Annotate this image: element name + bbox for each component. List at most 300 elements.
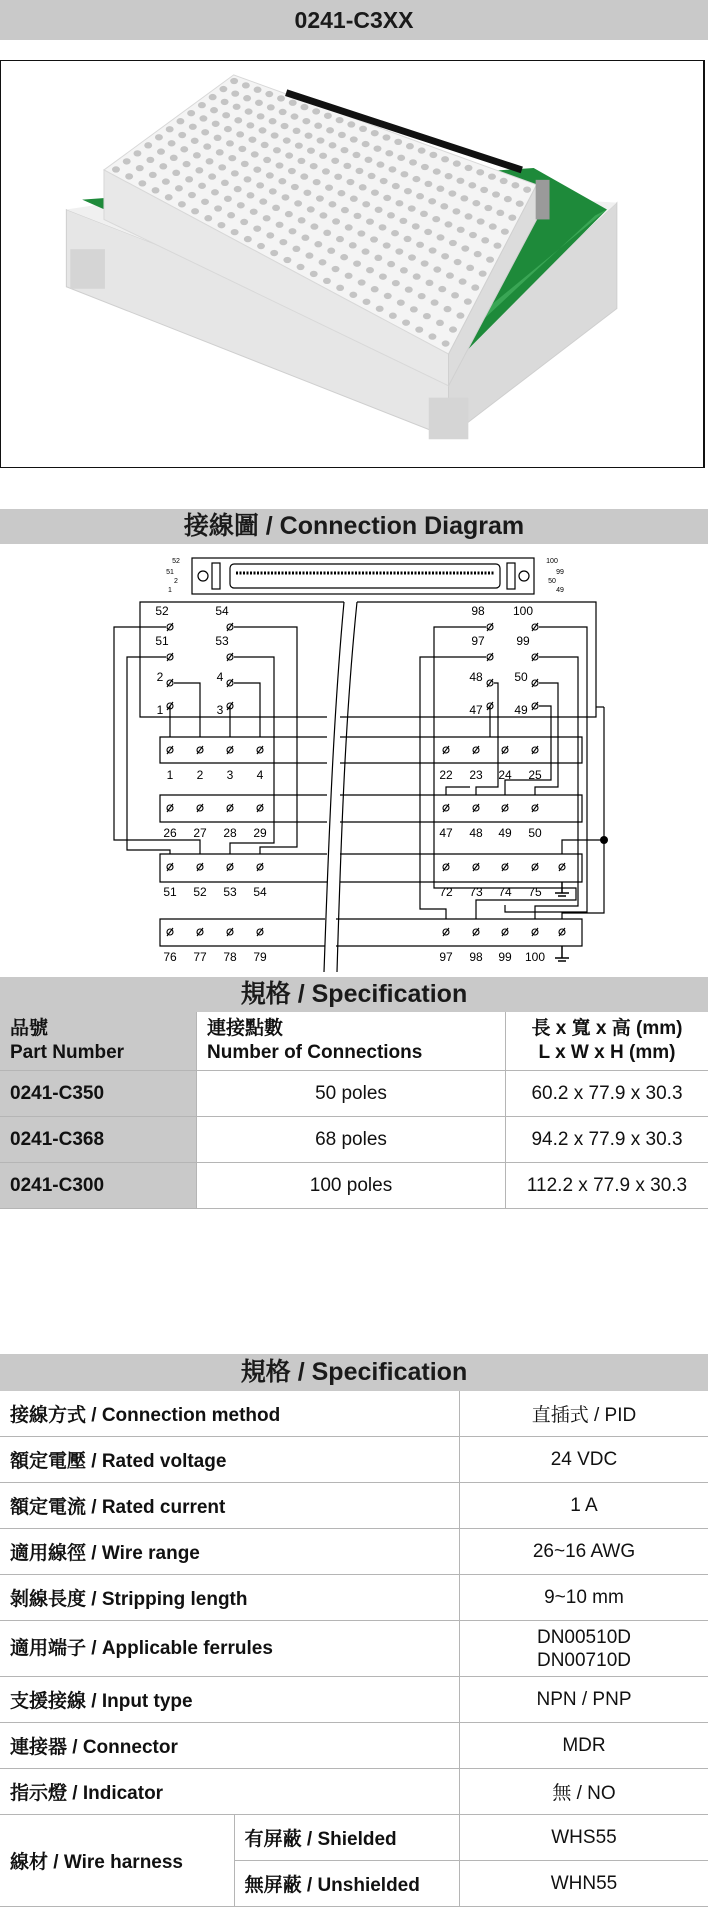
terminal-hole [228,155,236,161]
terminal-hole [436,320,444,326]
terminal-hole [253,167,261,173]
terminal-hole [322,168,330,174]
part-number-cell: 0241-C350 [0,1071,197,1117]
pin-label: 4 [216,670,224,684]
terminal-hole [440,203,448,209]
terminal-hole [469,232,477,238]
terminal-hole [269,188,277,194]
terminal-hole [449,240,457,246]
terminal-hole [424,229,432,235]
header-connections [197,1012,506,1071]
terminal-hole [302,118,310,124]
terminal-hole [307,206,315,212]
terminal-hole [453,160,461,166]
screw-terminal-icon [532,679,538,687]
terminal-hole [247,192,255,198]
terminal-hole [314,241,322,247]
terminal-hole [409,159,417,165]
terminal-hole [185,176,193,182]
ground-icon [555,946,569,961]
terminal-hole [481,237,489,243]
terminal-hole [316,195,324,201]
terminal-hole [349,242,357,248]
terminal-hole [241,161,249,167]
terminal-label: 77 [193,950,207,964]
screw-terminal-icon [167,702,173,710]
terminal-hole [466,265,474,271]
terminal-label: 25 [528,768,542,782]
terminal-hole [429,152,437,158]
pin-label: 53 [215,634,229,648]
terminal-label: 49 [498,826,512,840]
spec-label: 剝線長度 / Stripping length [0,1575,459,1621]
terminal-hole [208,173,216,179]
table-row [0,1391,708,1437]
terminal-hole [376,161,384,167]
terminal-hole [133,150,141,156]
screw-terminal-icon [443,928,449,936]
connection-diagram-title: 接線圖 / Connection Diagram [0,509,708,544]
terminal-hole [424,181,432,187]
terminal-hole [221,99,229,105]
terminal-hole [254,87,262,93]
terminal-hole [404,236,412,242]
table-row [0,1071,708,1117]
terminal-hole [456,178,464,184]
connection-diagram [0,544,708,976]
terminal-hole [319,259,327,265]
terminal-hole [404,188,412,194]
screw-terminal-icon [257,804,263,812]
terminal-hole [112,166,120,172]
terminal-hole [359,126,367,132]
table-row [0,1769,708,1815]
terminal-label: 72 [439,885,453,899]
terminal-hole [420,211,428,217]
terminal-hole [325,184,333,190]
terminal-hole [236,131,244,137]
terminal-hole [442,340,450,346]
screw-terminal-icon [257,928,263,936]
terminal-hole [313,179,321,185]
header-en: Number of Connections [207,1042,423,1063]
terminal-hole [437,234,445,240]
terminal-hole [399,218,407,224]
terminal-hole [248,136,256,142]
terminal-hole [125,173,133,179]
terminal-hole [353,152,361,158]
terminal-hole [492,191,500,197]
ferrule-2: DN00710D [536,1649,631,1671]
terminal-hole [305,252,313,258]
terminal-hole [406,143,414,149]
pin-label: 100 [512,604,534,618]
terminal-hole [324,113,332,119]
screw-terminal-icon [532,804,538,812]
terminal-hole [459,278,467,284]
table-row [0,1621,708,1677]
terminal-hole [392,280,400,286]
terminal-hole [374,145,382,151]
terminal-hole [465,213,473,219]
terminal-hole [465,165,473,171]
screw-terminal-icon [443,746,449,754]
terminal-hole [270,250,278,256]
terminal-hole [385,150,393,156]
terminal-label: 79 [253,950,267,964]
spec-value [459,1621,708,1677]
terminal-hole [283,257,291,263]
spec-label: 適用端子 / Applicable ferrules [0,1621,459,1677]
screw-terminal-icon [227,623,233,631]
terminal-hole [243,95,251,101]
terminal-hole [441,253,449,259]
terminal-block-image [1,61,702,466]
terminal-hole [256,182,264,188]
screw-terminal-icon [257,863,263,871]
screw-terminal-icon [197,863,203,871]
terminal-hole [219,86,227,92]
terminal-hole [383,134,391,140]
terminal-hole [288,168,296,174]
terminal-hole [227,212,235,218]
connector-pin-label: 49 [556,587,564,594]
terminal-hole [230,78,238,84]
terminal-hole [178,201,186,207]
terminal-hole [402,319,410,325]
pin-label: 99 [516,634,530,648]
terminal-hole [305,133,313,139]
screw-terminal-icon [197,928,203,936]
header-en: Part Number [10,1042,125,1063]
terminal-hole [123,158,131,164]
terminal-hole [217,222,225,228]
terminal-label: 23 [469,768,483,782]
terminal-hole [397,155,405,161]
screw-terminal-icon [559,863,565,871]
terminal-hole [472,200,480,206]
screw-terminal-icon [473,746,479,754]
terminal-hole [221,180,229,186]
terminal-hole [298,217,306,223]
terminal-hole [394,139,402,145]
terminal-hole [206,158,214,164]
terminal-hole [415,326,423,332]
terminal-hole [341,207,349,213]
terminal-label: 54 [253,885,267,899]
terminal-hole [516,200,524,206]
terminal-hole [436,186,444,192]
screw-terminal-icon [167,623,173,631]
terminal-hole [166,126,174,132]
terminal-hole [300,173,308,179]
terminal-hole [211,189,219,195]
terminal-hole [281,123,289,129]
screw-terminal-icon [167,679,173,687]
terminal-hole [338,132,346,138]
spec-value: 24 VDC [459,1437,708,1483]
screw-terminal-icon [167,804,173,812]
terminal-hole [340,254,348,260]
terminal-hole [285,152,293,158]
terminal-hole [152,187,160,193]
terminal-hole [460,195,468,201]
terminal-label: 97 [439,950,453,964]
terminal-hole [138,180,146,186]
terminal-hole [371,130,379,136]
screw-terminal-icon [473,928,479,936]
terminal-hole [477,218,485,224]
terminal-hole [157,148,165,154]
header-zh: 長 x 寬 x 高 (mm) [531,1018,683,1039]
terminal-hole [391,230,399,236]
terminal-label: 100 [524,950,546,964]
terminal-hole [250,209,258,215]
table-row [0,1483,708,1529]
terminal-label: 28 [223,826,237,840]
terminal-hole [237,202,245,208]
header-zh: 連接點數 [207,1018,284,1039]
terminal-hole [449,326,457,332]
terminal-hole [176,118,184,124]
screw-terminal-icon [227,679,233,687]
terminal-hole [368,173,376,179]
screw-terminal-icon [532,623,538,631]
connections-cell: 50 poles [197,1071,506,1117]
terminal-hole [259,198,267,204]
terminal-hole [400,171,408,177]
terminal-hole [224,196,232,202]
terminal-hole [210,107,218,113]
terminal-hole [198,183,206,189]
terminal-hole [251,151,259,157]
terminal-hole [431,299,439,305]
terminal-hole [263,157,271,163]
terminal-hole [423,313,431,319]
terminal-hole [392,183,400,189]
terminal-hole [433,168,441,174]
spec-table-1-title: 規格 / Specification [0,977,708,1012]
terminal-hole [294,200,302,206]
terminal-hole [283,137,291,143]
terminal-hole [293,128,301,134]
terminal-hole [234,186,242,192]
terminal-label: 75 [528,885,542,899]
terminal-hole [323,278,331,284]
spec-label: 連接器 / Connector [0,1723,459,1769]
terminal-hole [266,172,274,178]
terminal-hole [329,142,337,148]
terminal-hole [421,260,429,266]
terminal-hole [448,190,456,196]
terminal-hole [471,284,479,290]
screw-terminal-icon [227,653,233,661]
terminal-hole [267,104,275,110]
spec-label: 額定電流 / Rated current [0,1483,459,1529]
terminal-hole [238,146,246,152]
terminal-hole [172,170,180,176]
terminal-hole [289,228,297,234]
terminal-label: 24 [498,768,512,782]
terminal-hole [198,102,206,108]
part-number-table [0,1012,708,1209]
terminal-hole [204,215,212,221]
terminal-hole [319,153,327,159]
terminal-hole [408,254,416,260]
terminal-hole [429,247,437,253]
spec-label: 接線方式 / Connection method [0,1391,459,1437]
terminal-hole [418,147,426,153]
terminal-hole [387,212,395,218]
terminal-label: 1 [166,768,174,782]
dimensions-cell: 94.2 x 77.9 x 30.3 [506,1117,708,1163]
page-title: 0241-C3XX [0,0,708,40]
terminal-hole [371,189,379,195]
terminal-hole [246,122,254,128]
terminal-hole [413,273,421,279]
terminal-hole [193,152,201,158]
terminal-hole [418,293,426,299]
spec-label: 額定電壓 / Rated voltage [0,1437,459,1483]
terminal-hole [433,266,441,272]
terminal-hole [337,190,345,196]
terminal-hole [445,173,453,179]
connector-pin-label: 1 [168,587,172,594]
terminal-hole [508,214,516,220]
terminal-hole [341,147,349,153]
terminal-hole [295,142,303,148]
terminal-hole [209,94,217,100]
terminal-hole [297,264,305,270]
terminal-hole [395,200,403,206]
terminal-hole [257,243,265,249]
table-row [0,1163,708,1209]
table-row [0,1437,708,1483]
connections-cell: 68 poles [197,1117,506,1163]
terminal-hole [500,178,508,184]
terminal-hole [291,113,299,119]
terminal-hole [371,286,379,292]
specification-table [0,1391,708,1907]
terminal-hole [201,199,209,205]
terminal-hole [282,194,290,200]
terminal-hole [395,248,403,254]
terminal-label: 27 [193,826,207,840]
terminal-label: 76 [163,950,177,964]
header-part-number [0,1012,197,1071]
terminal-hole [345,224,353,230]
terminal-hole [479,270,487,276]
terminal-hole [278,178,286,184]
terminal-hole [259,127,267,133]
screw-terminal-icon [487,702,493,710]
terminal-hole [136,165,144,171]
terminal-hole [354,213,362,219]
terminal-hole [336,285,344,291]
terminal-hole [347,121,355,127]
terminal-hole [291,184,299,190]
terminal-label: 48 [469,826,483,840]
terminal-hole [387,261,395,267]
unshielded-value: WHN55 [459,1861,708,1907]
pin-label: 3 [216,703,224,717]
terminal-hole [269,118,277,124]
terminal-hole [263,215,271,221]
screw-terminal-icon [443,804,449,812]
terminal-hole [245,108,253,114]
terminal-hole [273,147,281,153]
terminal-label: 47 [439,826,453,840]
terminal-hole [277,95,285,101]
terminal-hole [380,178,388,184]
terminal-hole [212,121,220,127]
table-row [0,1529,708,1575]
terminal-hole [345,273,353,279]
product-photo [0,60,705,468]
screw-terminal-icon [532,653,538,661]
wire-harness-label: 線材 / Wire harness [0,1815,234,1907]
terminal-hole [383,242,391,248]
terminal-label: 52 [193,885,207,899]
terminal-label: 26 [163,826,177,840]
terminal-hole [383,195,391,201]
pin-label: 2 [156,670,164,684]
terminal-label: 78 [223,950,237,964]
ground-icon [555,882,569,896]
terminal-hole [178,132,186,138]
terminal-hole [379,224,387,230]
screw-terminal-icon [197,746,203,754]
terminal-hole [366,218,374,224]
terminal-hole [350,196,358,202]
terminal-label: 29 [253,826,267,840]
terminal-hole [416,193,424,199]
terminal-hole [362,248,370,254]
terminal-hole [375,207,383,213]
terminal-hole [331,158,339,164]
dimensions-cell: 60.2 x 77.9 x 30.3 [506,1071,708,1117]
screw-terminal-icon [197,804,203,812]
terminal-hole [292,246,300,252]
junction-dot [600,836,608,844]
screw-terminal-icon [502,863,508,871]
terminal-hole [188,192,196,198]
terminal-label: 2 [196,768,204,782]
table-row [0,1723,708,1769]
shielded-value: WHS55 [459,1815,708,1861]
terminal-hole [384,293,392,299]
terminal-hole [191,138,199,144]
terminal-hole [144,142,152,148]
terminal-hole [416,242,424,248]
screw-terminal-icon [227,702,233,710]
spec-label: 支援接線 / Input type [0,1677,459,1723]
screw-terminal-icon [473,863,479,871]
shielded-label: 有屏蔽 / Shielded [234,1815,459,1861]
terminal-hole [397,299,405,305]
terminal-hole [231,170,239,176]
terminal-hole [242,82,250,88]
terminal-hole [253,226,261,232]
terminal-hole [461,245,469,251]
screw-terminal-icon [532,746,538,754]
spec-value: 26~16 AWG [459,1529,708,1575]
terminal-hole [297,158,305,164]
dimensions-cell: 112.2 x 77.9 x 30.3 [506,1163,708,1209]
screw-terminal-icon [443,863,449,871]
terminal-hole [441,156,449,162]
terminal-hole [317,137,325,143]
